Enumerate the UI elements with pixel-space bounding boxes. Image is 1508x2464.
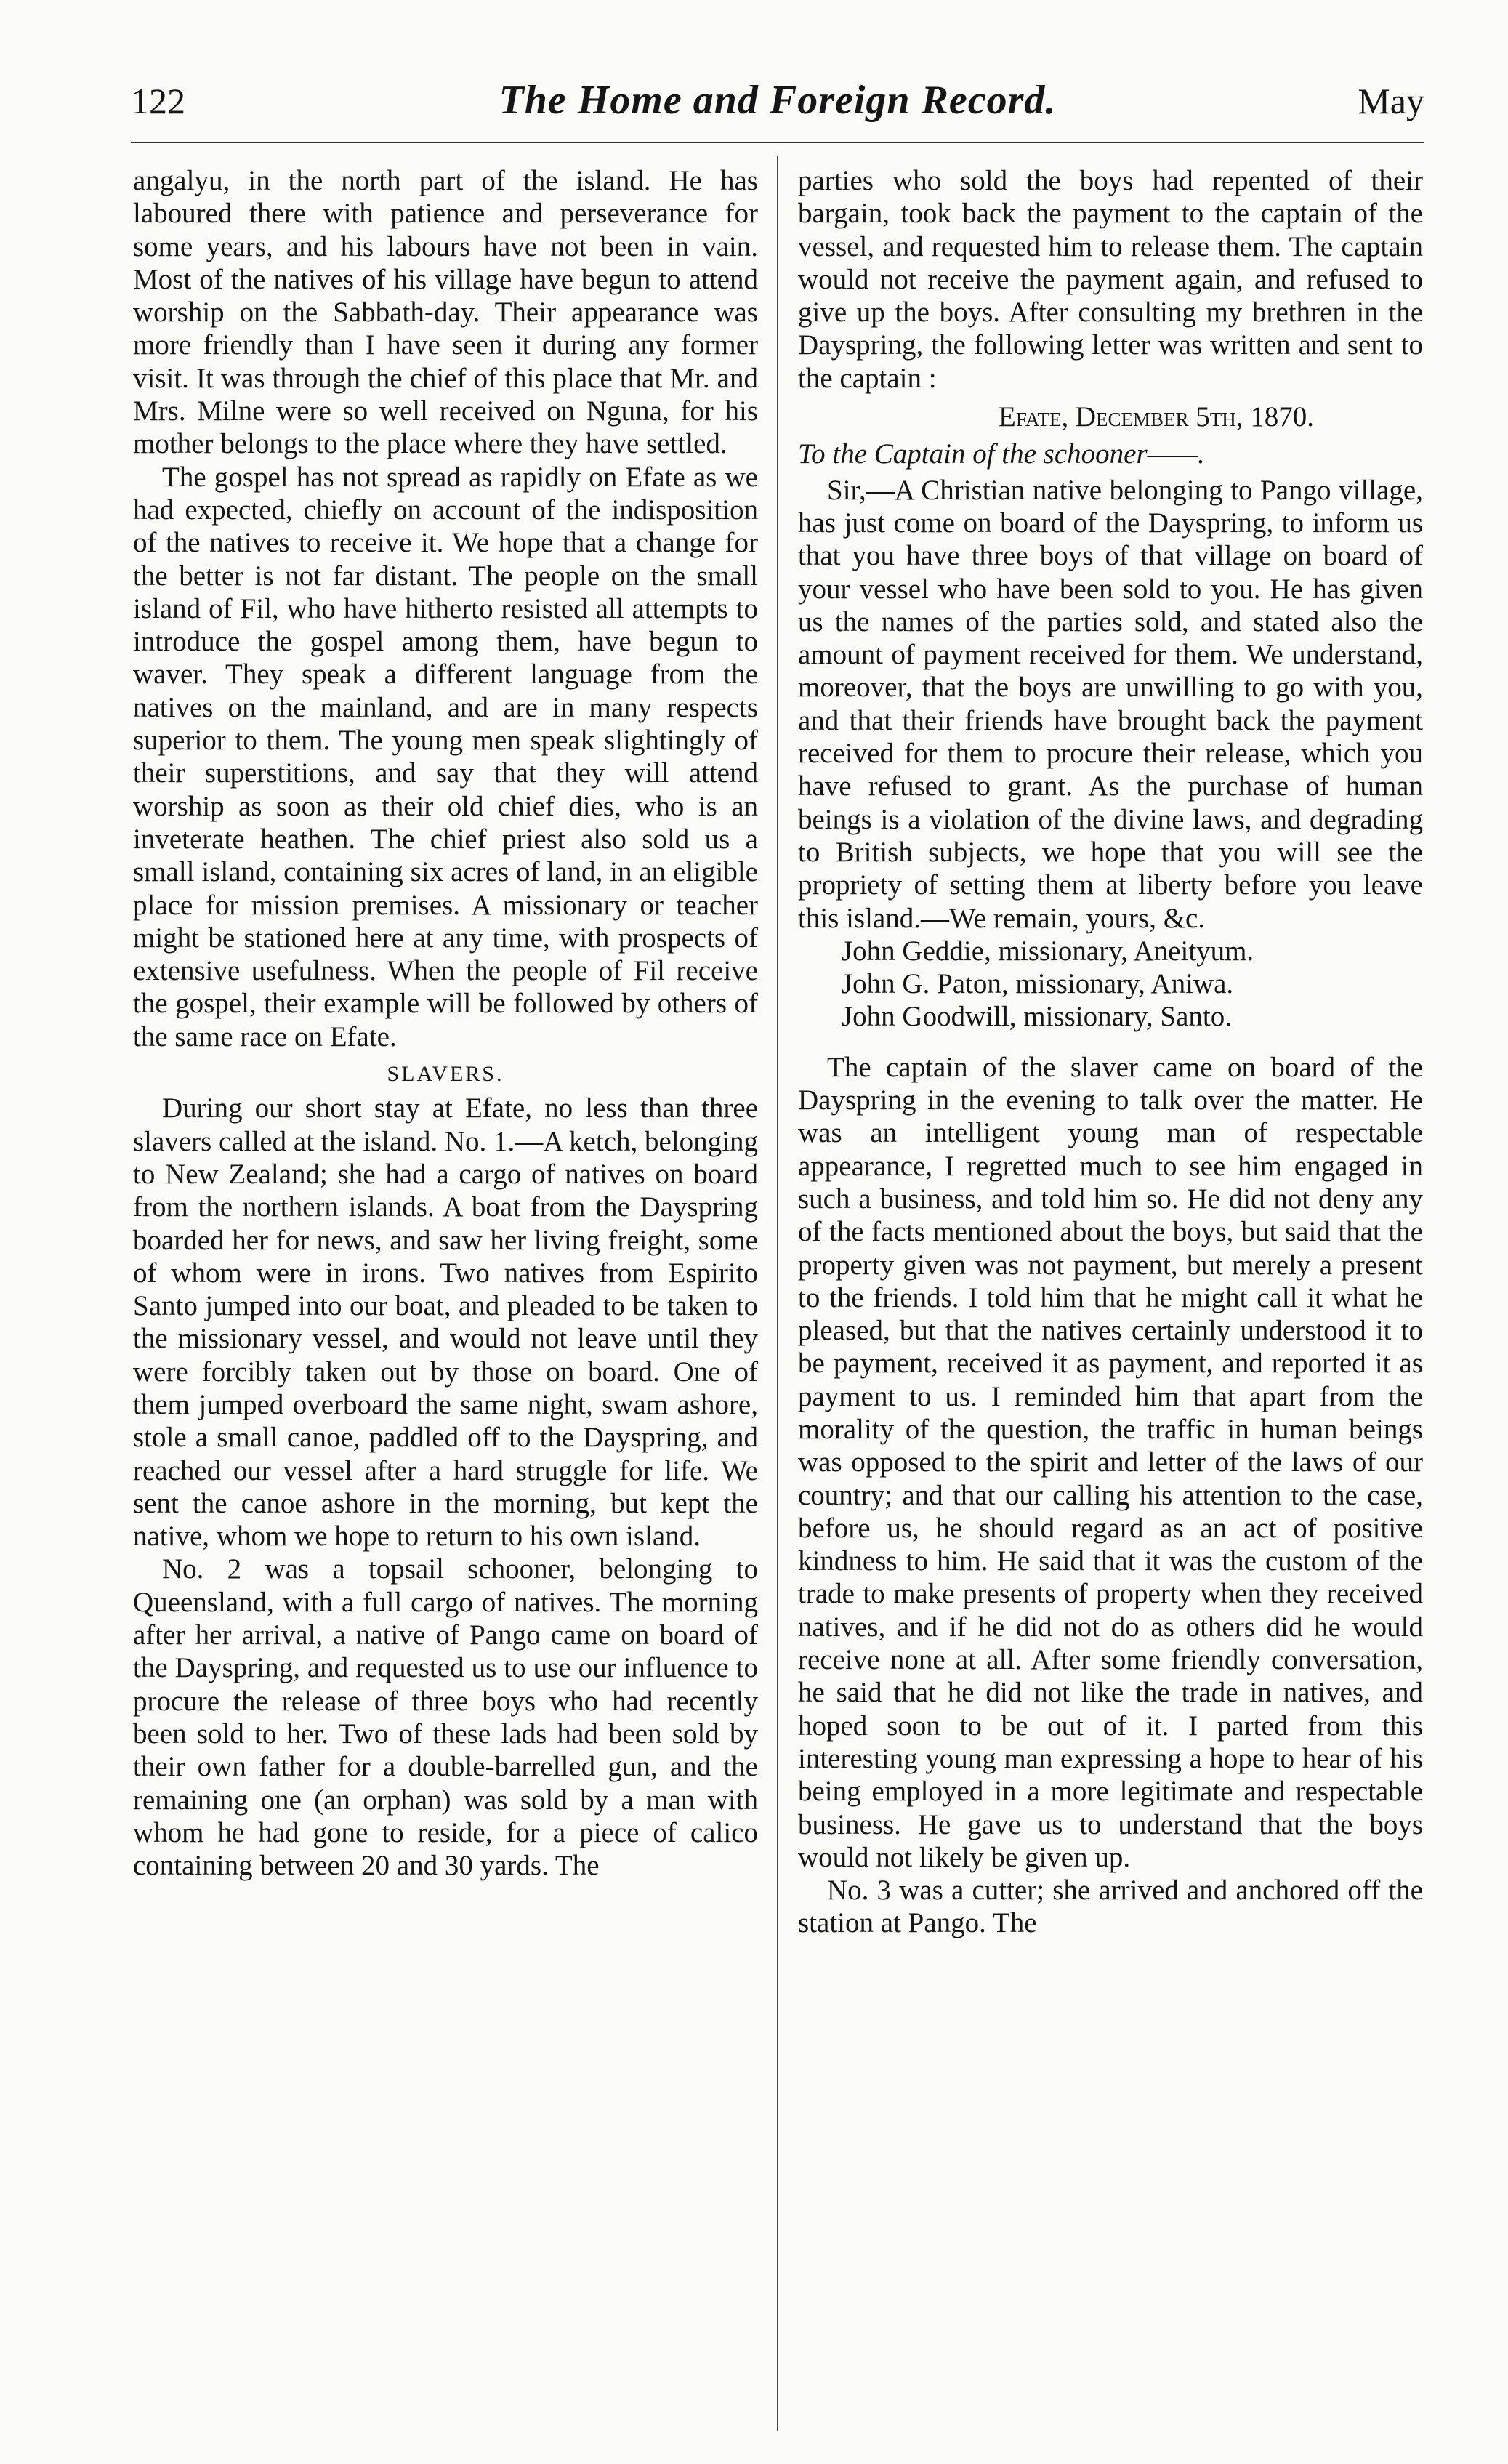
paragraph: No. 3 was a cutter; she arrived and anchored off the station at Pango. The [798, 1875, 1423, 1939]
issue-month: May [1358, 81, 1424, 121]
right-column [798, 164, 1423, 1940]
signature-line: John Goodwill, missionary, Santo. [842, 1001, 1232, 1033]
left-column [133, 164, 758, 1882]
section-heading: SLAVERS. [387, 1062, 504, 1087]
paragraph: During our short stay at Efate, no less than three slavers called at the island. No. 1.—A ketch, belonging to New Zealand; she had a cargo of natives on board from the northern islands. A boat from the Dayspring boarded her for news, and saw her living freight, some of whom were in irons. Two natives from Espirito Santo jumped into our boat, and pleaded to be taken to the missionary vessel, and would not leave until they were forcibly taken out by those on board. One of them jumped overboard the same night, swam ashore, stole a small canoe, paddled off to the Dayspring, and reached our vessel after a hard struggle for life. We sent the canoe ashore in the morning, but kept the native, whom we hope to return to his own island. [133, 1092, 758, 1553]
signature-line: John Geddie, missionary, Aneityum. [842, 935, 1254, 967]
column-divider [777, 156, 778, 2431]
paragraph: No. 2 was a topsail schooner, belonging to Queensland, with a full cargo of natives. The morning after her arrival, a native of Pango came on board of the Dayspring, and requested us to use our influence to procure the release of three boys who had recently been sold to her. Two of these lads had been sold by their own father for a double-barrelled gun, and the remaining one (an orphan) was sold by a man with whom he had gone to reside, for a piece of calico containing between 20 and 30 yards. The [133, 1553, 758, 1882]
paragraph: The captain of the slaver came on board of the Dayspring in the evening to talk over the matter. He was an intelligent young man of respectable appearance, I regretted much to see him engaged in such a business, and told him so. He did not deny any of the facts mentioned about the boys, but said that the property given was not payment, but merely a present to the friends. I told him that he might call it what he pleased, but that the natives certainly understood it to be payment, received it as payment, and reported it as payment to us. I reminded him that apart from the morality of the question, the traffic in human beings was opposed to the spirit and letter of the laws of our country; and that our calling his attention to the case, before us, he should regard as an act of positive kindness to him. He said that it was the custom of the trade to make presents of property when they received natives, and if he did not do as others did he would receive none at all. After some friendly conversation, he said that he did not like the trade in natives, and hoped soon to be out of it. I parted from this interesting young man expressing a hope to hear of his being employed in a more legitimate and respectable business. He gave us to understand that the boys would not likely be given up. [798, 1051, 1423, 1873]
paragraph: parties who sold the boys had repented of their bargain, took back the payment to the captain of the vessel, and requested him to release them. The captain would not receive the payment again, and refused to give up the boys. After consulting my brethren in the Dayspring, the following letter was written and sent to the captain : [798, 165, 1423, 394]
letter-dateline: Efate, December 5th, 1870. [999, 401, 1314, 433]
page-header [131, 80, 1424, 138]
journal-title: The Home and Foreign Record. [499, 78, 1057, 123]
page-number: 122 [131, 81, 185, 121]
paragraph: The gospel has not spread as rapidly on Efate as we had expected, chiefly on account of the indisposition of the natives to receive it. We hope that a change for the better is not far distant. The people on the small island of Fil, who have hitherto resisted all attempts to introduce the gospel among them, have begun to waver. They speak a different language from the natives on the mainland, and are in many respects superior to them. The young men speak slightingly of their superstitions, and say that they will attend worship as soon as their old chief dies, who is an inveterate heathen. The chief priest also sold us a small island, containing six acres of land, in an eligible place for mission premises. A missionary or teacher might be stationed here at any time, with prospects of extensive usefulness. When the people of Fil receive the gospel, their example will be followed by others of the same race on Efate. [133, 461, 758, 1052]
paragraph: angalyu, in the north part of the island. He has laboured there with patience and perseverance for some years, and his labours have not been in vain. Most of the natives of his village have begun to attend worship on the Sabbath-day. Their appearance was more friendly than I have seen it during any former visit. It was through the chief of this place that Mr. and Mrs. Milne were so well received on Nguna, for his mother belongs to the place where they have settled. [133, 165, 758, 460]
signature-line: John G. Paton, missionary, Aniwa. [842, 968, 1234, 1000]
letter-salutation: To the Captain of the schooner——. [798, 438, 1205, 470]
header-rule [131, 142, 1424, 145]
letter-body: Sir,—A Christian native belonging to Pango village, has just come on board of the Dayspring, to inform us that you have three boys of that village on board of your vessel who have been sold to you. He has given us the names of the parties sold, and stated also the amount of payment received for them. We understand, moreover, that the boys are unwilling to go with you, and that their friends have brought back the payment received for them to procure their release, which you have refused to grant. As the purchase of human beings is a violation of the divine laws, and degrading to British subjects, we hope that you will see the propriety of setting them at liberty before you leave this island.—We remain, yours, &c. [798, 474, 1423, 934]
